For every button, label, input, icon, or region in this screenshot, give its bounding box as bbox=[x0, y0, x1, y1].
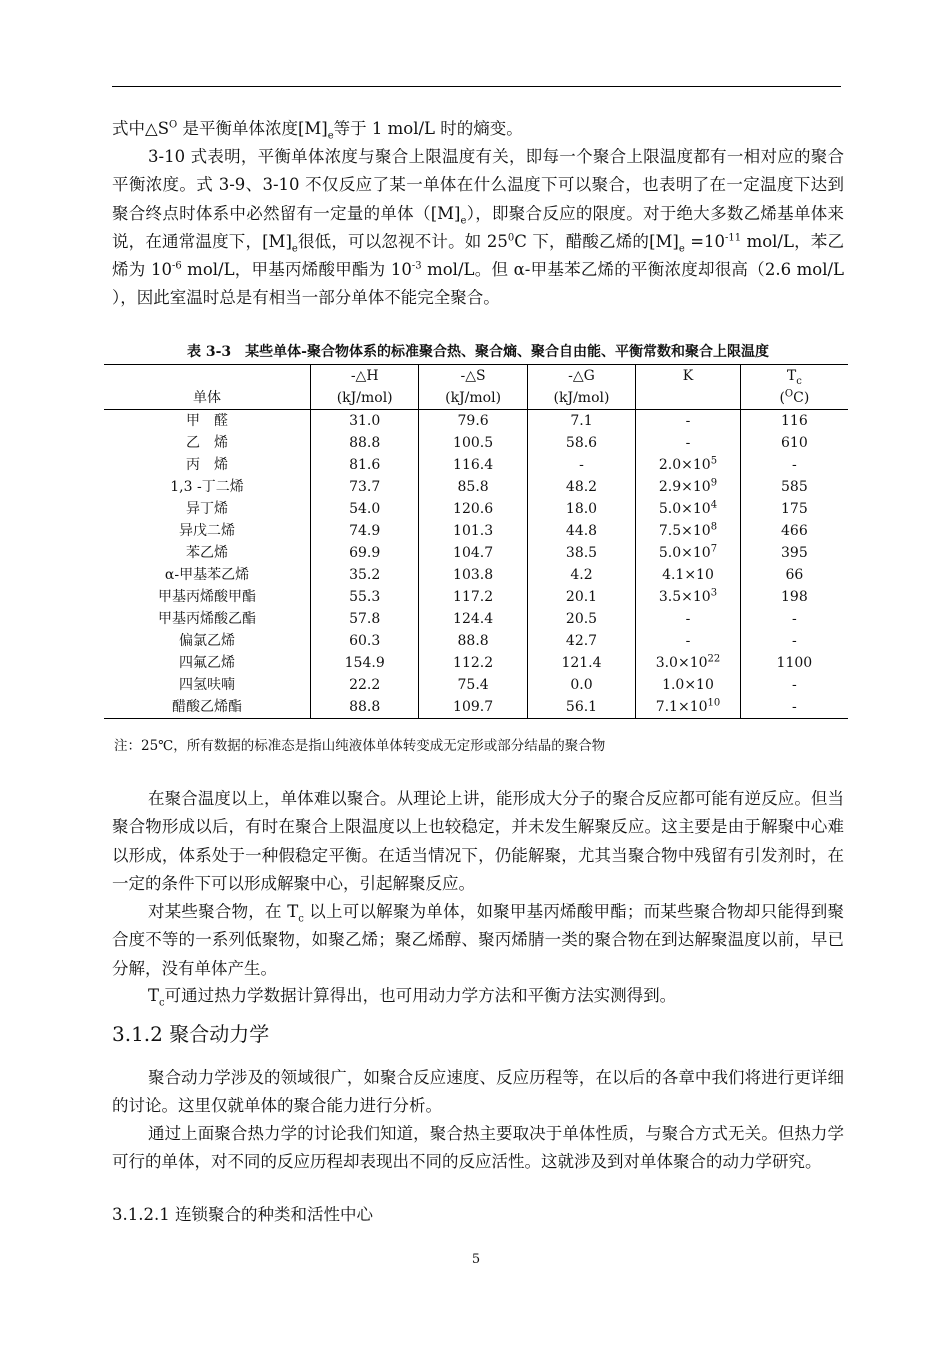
page-number: 5 bbox=[471, 1252, 481, 1267]
cell-dg: 58.6 bbox=[527, 432, 635, 454]
cell-dg: 4.2 bbox=[527, 564, 635, 586]
table-row bbox=[104, 520, 848, 542]
cell-dg: - bbox=[527, 454, 635, 476]
header-tc: $T_c$ bbox=[740, 365, 848, 388]
cell-dg: 121.4 bbox=[527, 652, 635, 674]
cell-k: - bbox=[636, 432, 741, 454]
cell-monomer: 四氢呋喃 bbox=[178, 677, 235, 693]
table-caption: 表 3-3 某些单体-聚合物体系的标准聚合热、聚合熵、聚合自由能、平衡常数和聚合上限温度 bbox=[187, 344, 769, 360]
paragraph-entropy: 式中$\triangle S^O$ 是平衡单体浓度$[M]_e$等于 1 mol/L 时的熵变。 bbox=[112, 119, 523, 142]
unit-ds: (kJ/mol) bbox=[419, 387, 527, 410]
cell-dg: 44.8 bbox=[527, 520, 635, 542]
cell-k: $7.5\times 10^8$ bbox=[636, 520, 741, 542]
cell-ds: 79.6 bbox=[419, 410, 527, 433]
cell-ds: 120.6 bbox=[419, 498, 527, 520]
paragraph-kinetics-study: 通过上面聚合热力学的讨论我们知道，聚合热主要取决于单体性质，与聚合方式无关。但热力学可行的单体，对不同的反应历程却表现出不同的反应活性。这就涉及到对单体聚合的动力学研究。 bbox=[112, 1124, 844, 1172]
cell-ds: 104.7 bbox=[419, 542, 527, 564]
cell-k: $3.0\times 10^{22}$ bbox=[636, 652, 741, 674]
cell-dg: 48.2 bbox=[527, 476, 635, 498]
cell-monomer: 醋酸乙烯酯 bbox=[171, 699, 242, 715]
paragraph-tc-calculation: $T_c$可通过热力学数据计算得出，也可用动力学方法和平衡方法实测得到。 bbox=[148, 986, 677, 1009]
cell-monomer: 四氟乙烯 bbox=[178, 655, 235, 671]
table-row bbox=[104, 432, 848, 454]
cell-dh: 69.9 bbox=[310, 542, 418, 564]
cell-tc: 585 bbox=[740, 476, 848, 498]
cell-ds: 85.8 bbox=[419, 476, 527, 498]
header-dh: -△H bbox=[310, 365, 418, 388]
cell-dh: 22.2 bbox=[310, 674, 418, 696]
table-row bbox=[104, 498, 848, 520]
table-note: 注：25℃，所有数据的标准态是指山纯液体单体转变成无定形或部分结晶的聚合物 bbox=[114, 738, 606, 754]
cell-dh: 88.8 bbox=[310, 696, 418, 719]
cell-monomer: 甲基丙烯酸乙酯 bbox=[157, 611, 256, 627]
cell-ds: 124.4 bbox=[419, 608, 527, 630]
cell-dh: 74.9 bbox=[310, 520, 418, 542]
header-dg: -△G bbox=[527, 365, 635, 388]
table-row bbox=[104, 608, 848, 630]
table-row bbox=[104, 630, 848, 652]
cell-k: $2.0\times 10^5$ bbox=[636, 454, 741, 476]
cell-tc: 610 bbox=[740, 432, 848, 454]
cell-monomer: 苯乙烯 bbox=[185, 545, 228, 561]
cell-monomer: 甲基丙烯酸甲酯 bbox=[157, 589, 256, 605]
cell-dh: 60.3 bbox=[310, 630, 418, 652]
cell-dh: 154.9 bbox=[310, 652, 418, 674]
cell-monomer: 丙 烯 bbox=[185, 457, 228, 473]
unit-dh: (kJ/mol) bbox=[310, 387, 418, 410]
table-row bbox=[104, 564, 848, 586]
table-row bbox=[104, 696, 848, 719]
cell-dh: 81.6 bbox=[310, 454, 418, 476]
cell-dh: 57.8 bbox=[310, 608, 418, 630]
cell-dg: 18.0 bbox=[527, 498, 635, 520]
cell-monomer: 乙 烯 bbox=[185, 435, 228, 451]
table-row bbox=[104, 410, 848, 433]
paragraph-kinetics-intro: 聚合动力学涉及的领域很广，如聚合反应速度、反应历程等，在以后的各章中我们将进行更详细的讨论。这里仅就单体的聚合能力进行分析。 bbox=[112, 1068, 844, 1116]
cell-tc: 175 bbox=[740, 498, 848, 520]
table-row bbox=[104, 674, 848, 696]
cell-dh: 73.7 bbox=[310, 476, 418, 498]
cell-ds: 100.5 bbox=[419, 432, 527, 454]
cell-dh: 35.2 bbox=[310, 564, 418, 586]
cell-ds: 117.2 bbox=[419, 586, 527, 608]
cell-dg: 38.5 bbox=[527, 542, 635, 564]
cell-ds: 75.4 bbox=[419, 674, 527, 696]
cell-tc: 116 bbox=[740, 410, 848, 433]
cell-ds: 109.7 bbox=[419, 696, 527, 719]
cell-tc: - bbox=[740, 630, 848, 652]
cell-k: $3.5\times 10^3$ bbox=[636, 586, 741, 608]
cell-tc: - bbox=[740, 674, 848, 696]
table-row bbox=[104, 542, 848, 564]
table-row bbox=[104, 454, 848, 476]
table-row bbox=[104, 476, 848, 498]
section-heading: 3.1.2 聚合动力学 bbox=[112, 1022, 270, 1046]
cell-k: - bbox=[636, 630, 741, 652]
paragraph-polymers-above-tc: 对某些聚合物，在 $T_c$ 以上可以解聚为单体，如聚甲基丙烯酸甲酯；而某些聚合物却只能得到聚合度不等的一系列低聚物，如聚乙烯；聚乙烯醇、聚丙烯腈一类的聚合物在到达解聚温度以前，早已分解，没有单体产生。 bbox=[112, 902, 844, 978]
cell-dg: 42.7 bbox=[527, 630, 635, 652]
cell-ds: 103.8 bbox=[419, 564, 527, 586]
cell-k: $7.1\times 10^{10}$ bbox=[636, 696, 741, 719]
cell-dg: 20.1 bbox=[527, 586, 635, 608]
cell-ds: 112.2 bbox=[419, 652, 527, 674]
cell-tc: 1100 bbox=[740, 652, 848, 674]
cell-ds: 88.8 bbox=[419, 630, 527, 652]
table-row bbox=[104, 586, 848, 608]
cell-k: 1.0×10 bbox=[636, 674, 741, 696]
cell-monomer: 1,3 -丁二烯 bbox=[170, 479, 244, 495]
cell-tc: 466 bbox=[740, 520, 848, 542]
header-rule bbox=[112, 86, 841, 87]
cell-dg: 20.5 bbox=[527, 608, 635, 630]
cell-k: - bbox=[636, 410, 741, 433]
cell-tc: - bbox=[740, 696, 848, 719]
cell-dh: 54.0 bbox=[310, 498, 418, 520]
cell-ds: 116.4 bbox=[419, 454, 527, 476]
header-monomer: 单体 bbox=[104, 387, 310, 410]
thermodynamics-table bbox=[104, 364, 848, 719]
cell-k: 4.1×10 bbox=[636, 564, 741, 586]
cell-k: $5.0\times 10^7$ bbox=[636, 542, 741, 564]
cell-k: $2.9\times 10^9$ bbox=[636, 476, 741, 498]
cell-dh: 31.0 bbox=[310, 410, 418, 433]
cell-monomer: α-甲基苯乙烯 bbox=[164, 567, 250, 583]
table-row bbox=[104, 652, 848, 674]
cell-tc: - bbox=[740, 454, 848, 476]
cell-dg: 56.1 bbox=[527, 696, 635, 719]
cell-dh: 88.8 bbox=[310, 432, 418, 454]
cell-dh: 55.3 bbox=[310, 586, 418, 608]
table-header-row bbox=[104, 365, 848, 388]
cell-tc: 66 bbox=[740, 564, 848, 586]
table-unit-row bbox=[104, 387, 848, 410]
header-ds: -△S bbox=[419, 365, 527, 388]
cell-tc: 395 bbox=[740, 542, 848, 564]
cell-monomer: 异戊二烯 bbox=[178, 523, 235, 539]
paragraph-equilibrium-concentration: 3-10 式表明，平衡单体浓度与聚合上限温度有关，即每一个聚合上限温度都有一相对应的聚合平衡浓度。式 3-9、3-10 不仅反应了某一单体在什么温度下可以聚合，也表明了在一定温度下达到聚合终点时体系中必然留有一定量的单体$([M]_e)$，即聚合反应的限度。对于绝大多数乙烯基单体来说，在通常温度下，$[M]_e$很低，可以忽视不计。如 $25^0C$ 下，醋酸乙烯的$[M]_e =10^{-11}$ mol/L，苯乙烯为 $10^{-6}$ mol/L，甲基丙烯酸甲酯为 $10^{-3}$ mol/L。但 α-甲基苯乙烯的平衡浓度却很高（2.6 mol/L ），因此室温时总是有相当一部分单体不能完全聚合。 bbox=[112, 147, 844, 308]
cell-dg: 0.0 bbox=[527, 674, 635, 696]
cell-tc: 198 bbox=[740, 586, 848, 608]
cell-k: $5.0\times 10^4$ bbox=[636, 498, 741, 520]
unit-tc: ($^O$C) bbox=[740, 387, 848, 410]
header-k: K bbox=[636, 365, 741, 388]
cell-ds: 101.3 bbox=[419, 520, 527, 542]
cell-k: - bbox=[636, 608, 741, 630]
cell-monomer: 偏氯乙烯 bbox=[178, 633, 235, 649]
subsection-heading: 3.1.2.1 连锁聚合的种类和活性中心 bbox=[112, 1205, 373, 1224]
unit-dg: (kJ/mol) bbox=[527, 387, 635, 410]
cell-tc: - bbox=[740, 608, 848, 630]
cell-dg: 7.1 bbox=[527, 410, 635, 433]
cell-monomer: 甲 醛 bbox=[185, 413, 228, 429]
paragraph-depolymerization: 在聚合温度以上，单体难以聚合。从理论上讲，能形成大分子的聚合反应都可能有逆反应。但当聚合物形成以后，有时在聚合上限温度以上也较稳定，并未发生解聚反应。这主要是由于解聚中心难以形成，体系处于一种假稳定平衡。在适当情况下，仍能解聚，尤其当聚合物中残留有引发剂时，在一定的条件下可以形成解聚中心，引起解聚反应。 bbox=[112, 789, 844, 893]
cell-monomer: 异丁烯 bbox=[185, 501, 228, 517]
